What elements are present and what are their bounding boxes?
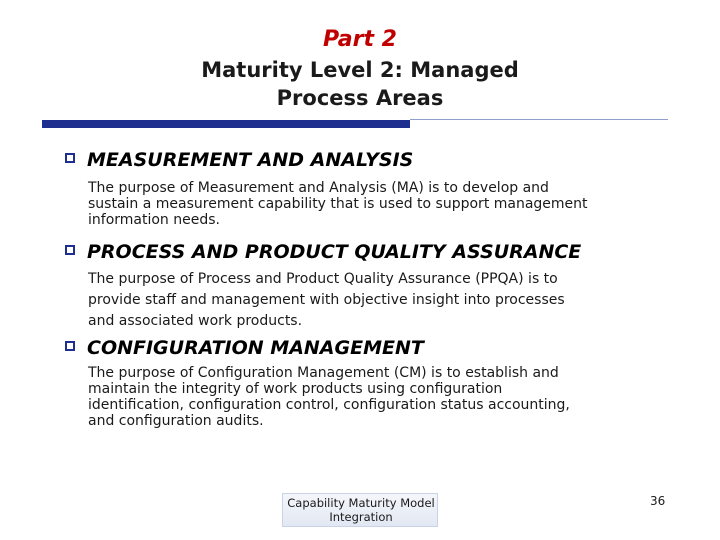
section-body-measurement (88, 180, 678, 228)
body-line: and associated work products. (88, 313, 303, 329)
slide-part-label: Part 2 (323, 27, 397, 52)
body-line: identification, configuration control, configuration status accounting, (88, 397, 570, 413)
body-line: information needs. (88, 212, 220, 228)
cmmi-logo (282, 493, 438, 527)
title-rule-thin (410, 119, 668, 120)
section-heading-text: MEASUREMENT AND ANALYSIS (87, 149, 414, 171)
body-line: and configuration audits. (88, 413, 264, 429)
square-bullet-icon (65, 245, 75, 255)
body-line: provide staff and management with objective insight into processes (88, 292, 565, 308)
body-line: The purpose of Configuration Management (CM) is to establish and (88, 365, 559, 381)
logo-text-line: Capability Maturity Model (287, 496, 435, 510)
section-body-configuration (88, 365, 678, 429)
page-number: 36 (650, 494, 666, 508)
square-bullet-icon (65, 153, 75, 163)
section-body-quality-assurance (88, 269, 678, 332)
section-heading-text: CONFIGURATION MANAGEMENT (87, 337, 424, 359)
body-line: The purpose of Process and Product Quality Assurance (PPQA) is to (88, 271, 558, 287)
slide-title-line: Maturity Level 2: Managed (201, 58, 519, 82)
slide-title-line: Process Areas (276, 86, 444, 110)
section-heading-text: PROCESS AND PRODUCT QUALITY ASSURANCE (87, 241, 582, 263)
square-bullet-icon (65, 341, 75, 351)
body-line: The purpose of Measurement and Analysis (MA) is to develop and (88, 180, 549, 196)
body-line: sustain a measurement capability that is used to support management (88, 196, 588, 212)
slide-title (0, 56, 720, 112)
logo-text-line: Integration (329, 510, 393, 524)
body-line: maintain the integrity of work products using configuration (88, 381, 503, 397)
title-rule (42, 120, 410, 128)
